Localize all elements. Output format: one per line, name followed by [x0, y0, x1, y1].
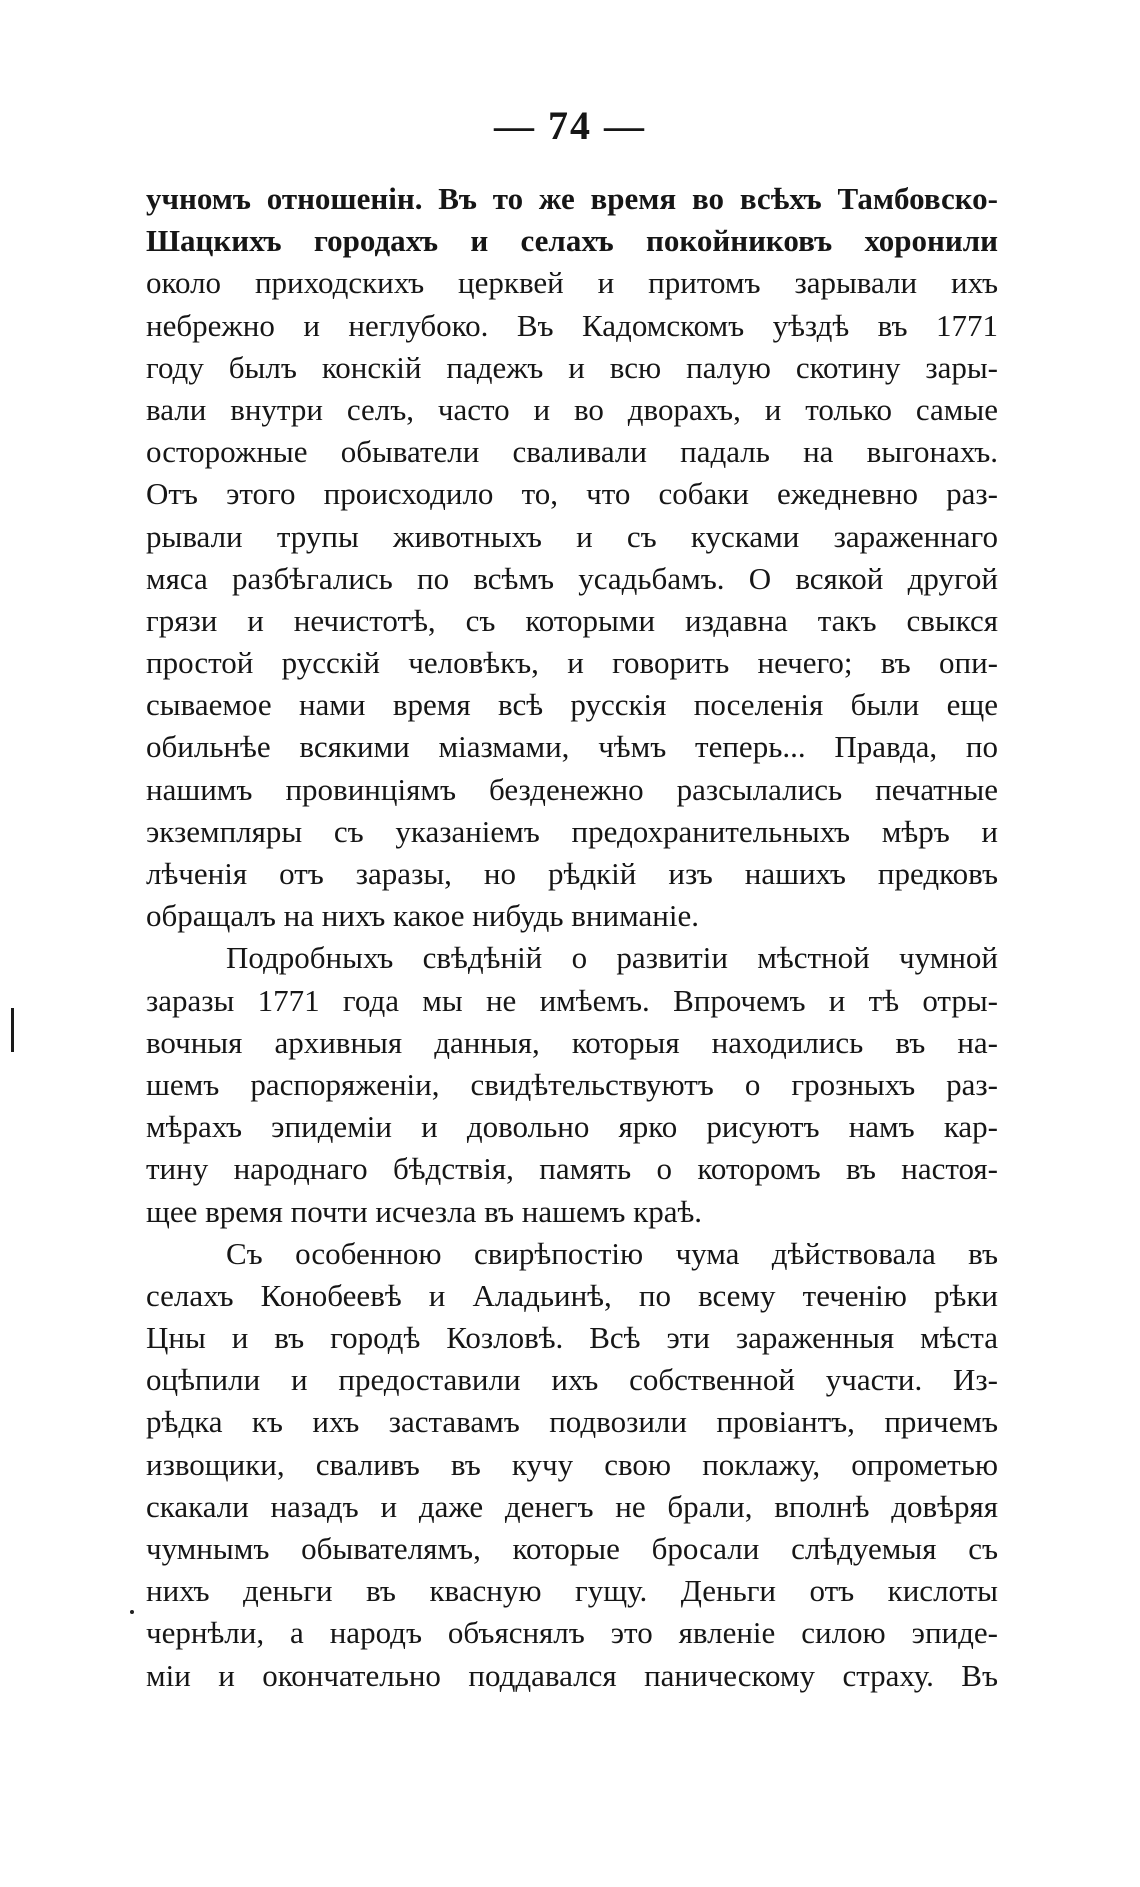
text-line: заразы 1771 года мы не имѣемъ. Впрочемъ и тѣ отры- [146, 982, 998, 1018]
text-line: около приходскихъ церквей и притомъ зарывали ихъ [146, 265, 998, 301]
text-line: рѣдка къ ихъ заставамъ подвозили провіантъ, причемъ [146, 1404, 998, 1440]
text-line: небрежно и неглубоко. Въ Кадомскомъ уѣздѣ въ 1771 [146, 307, 998, 343]
paragraph-1 [146, 178, 998, 937]
text-line: сываемое нами время всѣ русскія поселенія были еще [146, 687, 998, 723]
margin-mark [11, 1008, 14, 1052]
paragraph-2 [146, 937, 998, 1232]
text-line: чумнымъ обывателямъ, которые бросали слѣдуемыя съ [146, 1531, 998, 1566]
text-line: учномъ отношенін. Въ то же время во всѣхъ Тамбовско- [146, 181, 998, 216]
text-line: рывали трупы животныхъ и съ кусками зараженнаго [146, 518, 998, 554]
text-line: мяса разбѣгались по всѣмъ усадьбамъ. О всякой другой [146, 560, 998, 596]
text-line: осторожные обыватели сваливали падаль на выгонахъ. [146, 434, 998, 470]
text-line: шемъ распоряженіи, свидѣтельствуютъ о грозныхъ раз- [146, 1066, 998, 1102]
text-line: мѣрахъ эпидеміи и довольно ярко рисуютъ намъ кар- [146, 1109, 998, 1145]
text-line: міи и окончательно поддавался паническому страху. Въ [146, 1657, 998, 1693]
page-number: — 74 — [494, 103, 646, 148]
text-line: Съ особенною свирѣпостію чума дѣйствовала въ [226, 1235, 998, 1271]
text-line: экземпляры съ указаніемъ предохранительныхъ мѣръ и [146, 813, 998, 849]
text-line: чернѣли, а народъ объяснялъ это явленіе силою эпиде- [146, 1615, 998, 1651]
text-line: Шацкихъ городахъ и селахъ покойниковъ хоронили [146, 223, 998, 259]
text-line: обильнѣе всякими міазмами, чѣмъ теперь... Правда, по [146, 729, 998, 765]
text-line: нашимъ провинціямъ безденежно разсылались печатные [146, 771, 998, 807]
text-line: простой русскій человѣкъ, и говорить нечего; въ опи- [146, 645, 998, 681]
text-line: лѣченія отъ заразы, но рѣдкій изъ нашихъ предковъ [146, 856, 998, 891]
text-line: извощики, сваливъ въ кучу свою поклажу, опрометью [146, 1446, 998, 1482]
text-line: году былъ конскій падежъ и всю палую скотину зары- [146, 349, 998, 385]
text-line: селахъ Конобеевѣ и Аладьинѣ, по всему теченію рѣки [146, 1277, 998, 1313]
text-line: грязи и нечистотѣ, съ которыми издавна такъ свыкся [146, 602, 998, 638]
paragraph-3 [146, 1233, 998, 1697]
text-line: щее время почти исчезла въ нашемъ краѣ. [146, 1193, 703, 1229]
text-line: обращалъ на нихъ какое нибудь вниманіе. [146, 898, 699, 934]
text-line: Отъ этого происходило то, что собаки ежедневно раз- [146, 476, 998, 512]
body-text [146, 178, 998, 1697]
text-line: вочныя архивныя данныя, которыя находились въ на- [146, 1024, 998, 1060]
text-line: тину народнаго бѣдствія, память о которомъ въ настоя- [146, 1151, 998, 1187]
text-line: Подробныхъ свѣдѣній о развитіи мѣстной чумной [226, 940, 998, 976]
text-line: вали внутри селъ, часто и во дворахъ, и только самые [146, 391, 998, 427]
text-line: нихъ деньги въ квасную гущу. Деньги отъ кислоты [146, 1573, 998, 1609]
ink-speck [130, 1610, 134, 1614]
text-line: скакали назадъ и даже денегъ не брали, вполнѣ довѣряя [146, 1488, 998, 1524]
text-line: Цны и въ городѣ Козловѣ. Всѣ эти зараженныя мѣста [146, 1320, 998, 1356]
text-line: оцѣпили и предоставили ихъ собственной участи. Из- [146, 1362, 998, 1398]
